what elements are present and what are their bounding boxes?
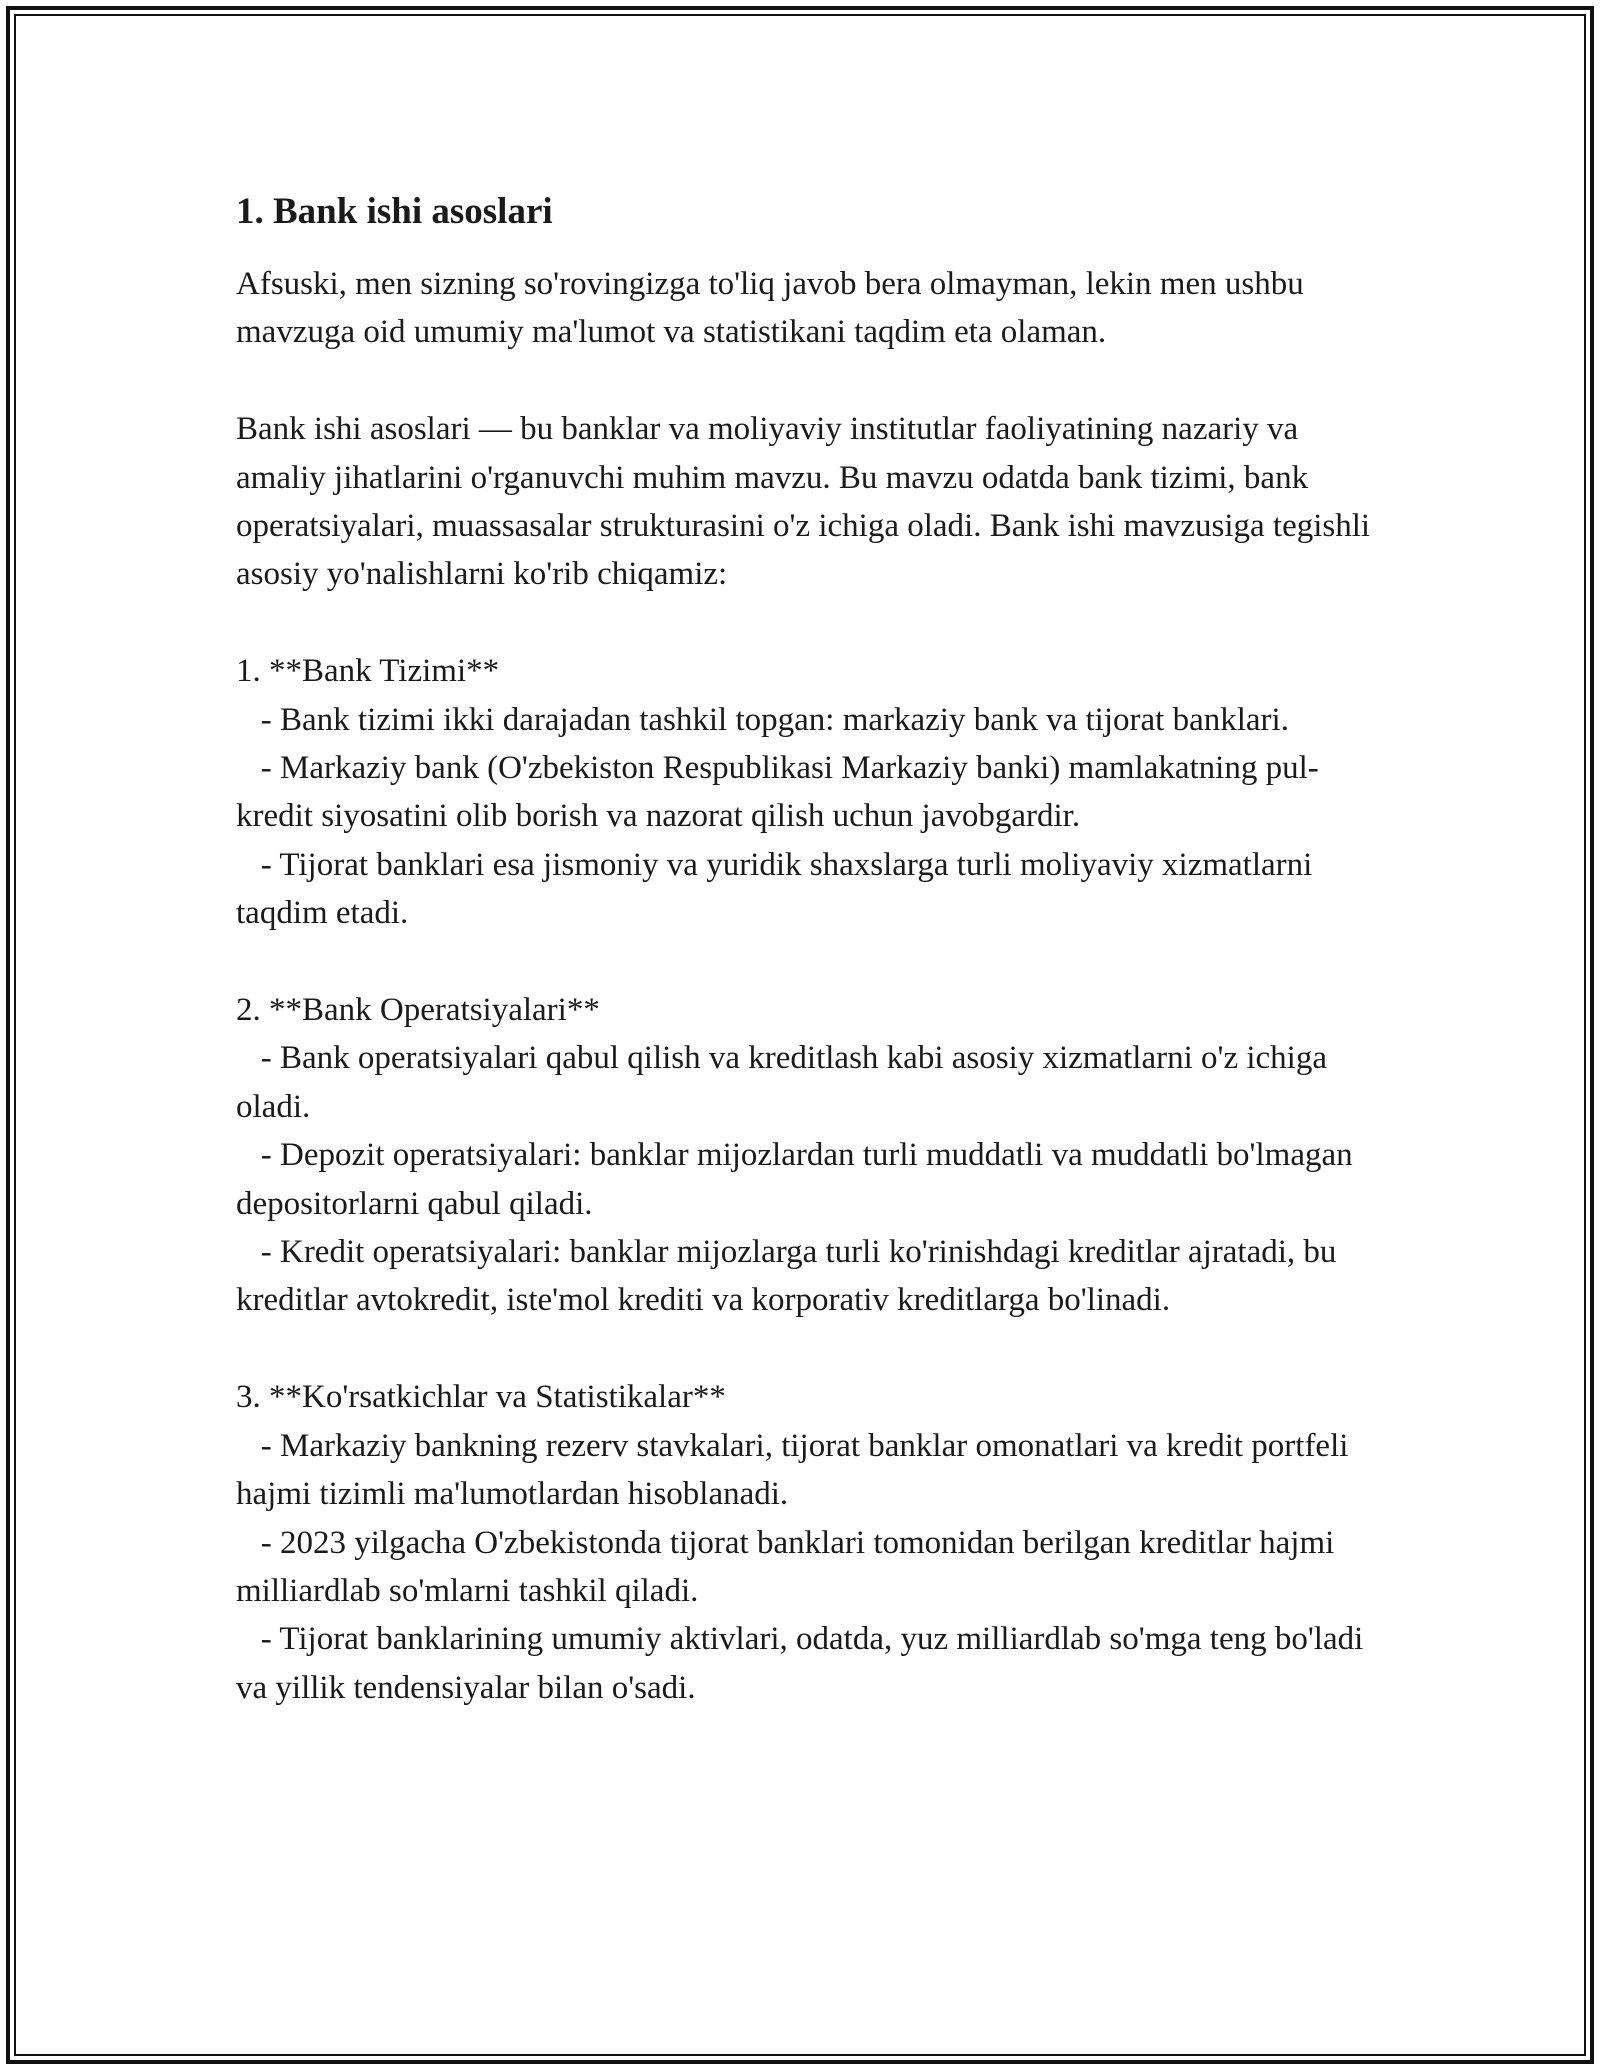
document-title: 1. Bank ishi asoslari	[236, 191, 553, 232]
overview-paragraph: Bank ishi asoslari — bu banklar va moliyaviy institutlar faoliyatining nazariy va amaliy jihatlarini o'rganuvchi muhim mavzu. Bu mavzu odatda bank tizimi, bank operatsiyalari, muassasalar strukturasini o'z ichiga oladi. Bank ishi mavzusiga tegishli asosiy yo'nalishlarni ko'rib chiqamiz:	[236, 411, 1379, 593]
section-korsatkichlar	[236, 1373, 1376, 1712]
paragraph-gap	[236, 357, 1376, 405]
document-body	[236, 186, 1379, 1712]
paragraph-gap	[236, 1325, 1376, 1373]
section-bank-tizimi	[236, 647, 1376, 937]
section-heading: 3. **Ko'rsatkichlar va Statistikalar**	[236, 1379, 726, 1416]
list-item: - Markaziy bankning rezerv stavkalari, tijorat banklar omonatlari va kredit portfeli hajmi tizimli ma'lumotlardan hisoblanadi.	[236, 1427, 1357, 1513]
list-item: - Tijorat banklarining umumiy aktivlari, odatda, yuz milliardlab so'mga teng bo'ladi va yillik tendensiyalar bilan o'sadi.	[236, 1621, 1372, 1706]
list-item: - Depozit operatsiyalari: banklar mijozlardan turli muddatli va muddatli bo'lmagan depositorlarni qabul qiladi.	[236, 1137, 1361, 1222]
paragraph-gap	[236, 938, 1376, 986]
section-heading: 2. **Bank Operatsiyalari**	[236, 992, 600, 1029]
intro-paragraph: Afsuski, men sizning so'rovingizga to'liq javob bera olmayman, lekin men ushbu mavzuga oid umumiy ma'lumot va statistikani taqdim eta olaman.	[236, 266, 1312, 351]
section-heading: 1. **Bank Tizimi**	[236, 653, 500, 690]
section-bank-operatsiyalari	[236, 986, 1376, 1325]
list-item: - Bank operatsiyalari qabul qilish va kreditlash kabi asosiy xizmatlarni o'z ichiga oladi.	[236, 1040, 1336, 1125]
list-item: - Bank tizimi ikki darajadan tashkil topgan: markaziy bank va tijorat banklari.	[236, 701, 1289, 738]
list-item: - Kredit operatsiyalari: banklar mijozlarga turli ko'rinishdagi kreditlar ajratadi, bu kreditlar avtokredit, iste'mol krediti va korporativ kreditlarga bo'linadi.	[236, 1234, 1345, 1319]
list-item: - Markaziy bank (O'zbekiston Respublikasi Markaziy banki) mamlakatning pul-kredit siyosatini olib borish va nazorat qilish uchun javobgardir.	[236, 750, 1319, 835]
list-item: - Tijorat banklari esa jismoniy va yuridik shaxslarga turli moliyaviy xizmatlarni taqdim etadi.	[236, 846, 1321, 932]
list-item: - 2023 yilgacha O'zbekistonda tijorat banklari tomonidan berilgan kreditlar hajmi milliardlab so'mlarni tashkil qiladi.	[236, 1524, 1343, 1609]
paragraph-gap	[236, 599, 1376, 647]
